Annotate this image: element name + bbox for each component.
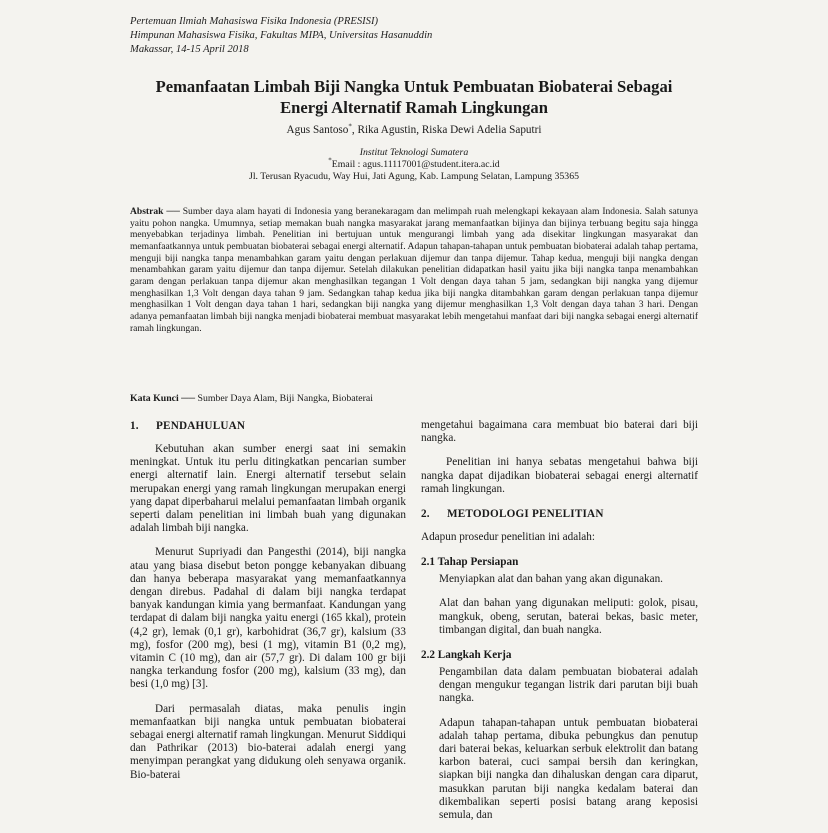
- subsection-heading-2-2: 2.2 Langkah Kerja: [421, 649, 512, 662]
- paragraph: Kebutuhan akan sumber energi saat ini semakin meningkat. Untuk itu perlu ditingkatkan pencarian sumber energi alternatif lain. Energi alternatif tersebut selain merupakan energi yang ramah lingkungan merupakan energi yang dapat diperbaharui melalui pemanfaatan limbah organik seperti dalam penelitian ini limbah buah yang digunakan adalah limbah biji nangka.: [130, 443, 406, 535]
- keywords-text: Sumber Daya Alam, Biji Nangka, Biobaterai: [197, 393, 373, 404]
- institution: Institut Teknologi Sumatera: [359, 147, 469, 158]
- paper-title-line-1: Pemanfaatan Limbah Biji Nangka Untuk Pembuatan Biobaterai Sebagai: [155, 77, 673, 96]
- address: Jl. Terusan Ryacudu, Way Hui, Jati Agung, Kab. Lampung Selatan, Lampung 35365: [249, 171, 579, 183]
- conference-place-date: Makassar, 14-15 April 2018: [130, 43, 249, 55]
- paper-title: [60, 77, 768, 118]
- email-line: [60, 156, 768, 171]
- paragraph: Alat dan bahan yang digunakan meliputi: golok, pisau, mangkuk, obeng, serutan, baterai bekas, basic meter, timbangan digital, dan buah nangka.: [439, 597, 698, 636]
- keywords-dash: ──: [178, 393, 198, 404]
- conference-name: Pertemuan Ilmiah Mahasiswa Fisika Indonesia (PRESISI): [130, 16, 379, 27]
- paragraph: Adapun tahapan-tahapan untuk pembuatan biobaterai adalah tahap pertama, dibuka pebungkus dan penutup dari baterai bekas, keluarkan serbuk elektrolit dan batang karbon baterai, cuci sampai bersih dan keringkan, siapkan biji nangka dan dihaluskan dengan cara diparut, masukkan parutan biji nangka kedalam baterai dan dikembalikan seperti posisi batang arang keposisi semula, dan: [439, 716, 698, 822]
- abstract-text: Sumber daya alam hayati di Indonesia yang beranekaragam dan melimpah ruah melengkapi kekayaan alam Indonesia. Salah satunya yaitu pohon nangka. Umumnya, setiap memakan buah nangka masyarakat jarang memanfaatkan bijinya dan bijinya terbuang begitu saja hingga menyebabkan terjadinya limbah. Penelitian ini bertujuan untuk mengurangi limbah yang ada disekitar lingkungan masyarakat dan memanfaatkannya untuk pembuatan biobaterai sebagai energi alternatif. Adapun tahapan-tahapan untuk pembuatan biobaterai adalah tahap pertama, menguji biji nangka tanpa menambahkan garam yaitu dengan perlakuan dijemur dan tanpa dijemur. Tahap kedua, menguji biji nangka dengan menambahkan garam yaitu dijemur dan tanpa dijemur. Setelah dilakukan penelitian didapatkan hasil yaitu jika biji nangka tanpa menambahkan garam dengan perlakuan tanpa dijemur akan menghasilkan tegangan 1 Volt dengan daya tahan 5 jam, sedangkan biji nangka yang dijemur menghasilkan 1,3 Volt dengan daya tahan 9 jam. Sedangkan tahap kedua jika biji nangka ditambahkan garam dengan perlakuan tanpa dijemur menghasilkan 1 Volt dengan daya tahan 1 hari, sedangkan biji nangka yang dijemur menghasilkan 1,3 Volt dengan daya tahan 3 hari. Dengan adanya pemanfaatan limbah biji nangka menjadi biobaterai membuat masyarakat lebih mengetahui manfaat dari biji nangka sebagai energi alternatif ramah lingkungan.: [130, 206, 698, 334]
- paper-title-line-2: Energi Alternatif Ramah Lingkungan: [280, 97, 548, 117]
- section-title-1: PENDAHULUAN: [156, 420, 246, 432]
- right-column: [421, 419, 698, 833]
- section-number-2: 2.: [421, 508, 430, 521]
- paragraph: Adapun prosedur penelitian ini adalah:: [421, 531, 595, 544]
- abstract-label: Abstrak: [130, 206, 164, 217]
- conference-organizer: Himpunan Mahasiswa Fisika, Fakultas MIPA, Universitas Hasanuddin: [130, 29, 433, 41]
- email: Email : agus.11117001@student.itera.ac.id: [331, 159, 500, 171]
- abstract: [130, 206, 698, 334]
- paragraph: Menurut Supriyadi dan Pangesthi (2014), biji nangka atau yang biasa disebut beton pongge kebanyakan dibuang dan hanya beberapa masyarakat yang memanfaatkannya dengan direbus. Padahal di dalam biji nangka terdapat banyak kandungan kimia yang bermanfaat. Kandungan yang terdapat di dalam biji nangka yaitu energi (165 kkal), protein (4,2 gr), lemak (0,1 gr), karbohidrat (36,7 gr), kalsium (33 mg), fosfor (200 mg), besi (1 mg), vitamin B1 (0,2 mg), vitamin C (10 mg), dan air (57,7 gr). Di dalam 100 gr biji nangka terkandung fosfor (200 mg), kalsium (33 mg), dan besi (1,0 mg) [3].: [130, 546, 406, 691]
- conference-header: [130, 15, 650, 56]
- section-heading-2: [421, 507, 698, 521]
- abstract-dash: ──: [163, 206, 183, 217]
- corresponding-mark: *: [348, 122, 352, 131]
- affiliation-block: [60, 147, 768, 184]
- paragraph: Dari permasalah diatas, maka penulis ingin memanfaatkan biji nangka untuk pembuatan biobaterai sebagai energi alternatif ramah lingkungan. Menurut Siddiqui dan Pathrikar (2013) bio-baterai adalah energi yang menyimpan perangkat yang didukung oleh senyawa organik. Bio-baterai: [130, 702, 406, 781]
- email-mark: *: [328, 156, 332, 165]
- paragraph: mengetahui bagaimana cara membuat bio baterai dari biji nangka.: [421, 419, 698, 445]
- paragraph: Menyiapkan alat dan bahan yang akan digunakan.: [439, 573, 663, 586]
- paragraph: Penelitian ini hanya sebatas mengetahui bahwa biji nangka dapat dijadikan biobaterai sebagai energi alternatif ramah lingkungan.: [421, 456, 698, 495]
- section-title-2: METODOLOGI PENELITIAN: [447, 508, 604, 521]
- author-list: [60, 124, 768, 136]
- paragraph: Pengambilan data dalam pembuatan biobaterai adalah dengan mengukur tegangan listrik dari parutan biji buah nangka.: [439, 666, 698, 705]
- subsection-heading-2-1: 2.1 Tahap Persiapan: [421, 556, 519, 569]
- left-column: [130, 419, 406, 793]
- author-first: Agus Santoso: [286, 124, 349, 136]
- keywords: [130, 393, 698, 404]
- author-rest: , Rika Agustin, Riska Dewi Adelia Saputri: [351, 124, 542, 136]
- section-number-1: 1.: [130, 420, 139, 432]
- section-heading-1: [130, 419, 406, 433]
- keywords-label: Kata Kunci: [130, 393, 179, 404]
